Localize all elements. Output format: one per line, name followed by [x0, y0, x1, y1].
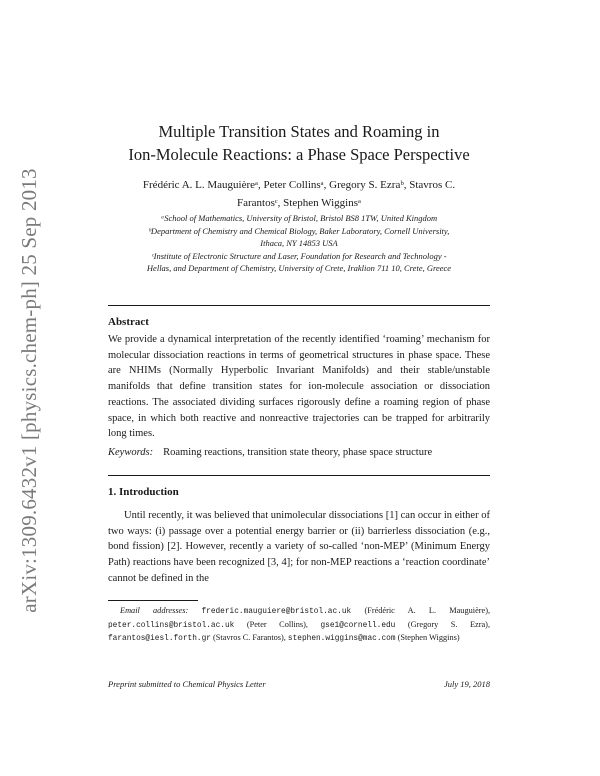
- email-link[interactable]: farantos@iesl.forth.gr: [108, 635, 211, 643]
- footnote-rule: [108, 600, 198, 601]
- footnote-label: Email addresses:: [120, 606, 189, 615]
- abstract-text: We provide a dynamical interpretation of the recently identified ‘roaming’ mechanism for molecular dissociation reactions in terms of geometrical structures in phase space. These are NHIMs (Normally Hyperbolic Invariant Manifolds) and their stable/unstable manifolds that define transition states for ion-molecule association or dissociation reactions. The associated dividing surfaces rigorously define a roaming region of phase space, in which both reactive and nonreactive trajectories can be trapped for arbitrarily long times.: [108, 334, 490, 440]
- authors-line-2: Farantosᶜ, Stephen Wigginsᵃ: [236, 197, 362, 209]
- title-line-2: Ion-Molecule Reactions: a Phase Space Perspective: [128, 145, 470, 164]
- paper-title: [108, 120, 490, 166]
- authors-line-1: Frédéric A. L. Mauguièreᵃ, Peter Collinsᵃ, Gregory S. Ezraᵇ, Stavros C.: [142, 179, 456, 191]
- email-owner: (Gregory S. Ezra),: [407, 619, 491, 629]
- email-owner: (Stephen Wiggins): [397, 633, 460, 642]
- arxiv-sidebar-stamp: [8, 167, 50, 613]
- arxiv-identifier: arXiv:1309.6432v1 [physics.chem-ph] 25 Sep 2013: [16, 167, 41, 613]
- email-link[interactable]: gse1@cornell.edu: [320, 621, 396, 630]
- abstract-bottom-rule: [108, 475, 490, 476]
- affiliation-line: ᵃSchool of Mathematics, University of Bristol, Bristol BS8 1TW, United Kingdom: [160, 213, 438, 223]
- abstract-heading: Abstract: [108, 316, 149, 328]
- affiliation-line: ᶜInstitute of Electronic Structure and Laser, Foundation for Research and Technology -: [151, 250, 447, 261]
- email-owner: (Frédéric A. L. Mauguière),: [364, 606, 491, 615]
- keywords-text: Roaming reactions, transition state theory, phase space structure: [163, 446, 433, 458]
- introduction-text: Until recently, it was believed that unimolecular dissociations [1] can occur in either of two ways: (i) passage over a potential energy barrier or (ii) barrierless dissociation (e.g., bond fission) [2]. However, recently a variety of so-called ‘non-MEP’ (Minimum Energy Path) reactions have been recognized [3, 4]; for non-MEP reactions a ‘reaction coordinate’ cannot be defined in the: [108, 510, 490, 584]
- email-owner: (Stavros C. Farantos),: [213, 633, 286, 642]
- email-footnote: [108, 605, 490, 646]
- affiliation-line: Hellas, and Department of Chemistry, University of Crete, Iraklion 711 10, Crete, Greece: [146, 263, 452, 273]
- keywords: [108, 445, 490, 461]
- introduction-section: [108, 486, 490, 587]
- keywords-label: Keywords:: [108, 446, 154, 458]
- affiliations: [108, 212, 490, 275]
- author-list: [108, 176, 490, 212]
- abstract-top-rule: [108, 305, 490, 306]
- affiliation-line: ᵇDepartment of Chemistry and Chemical Biology, Baker Laboratory, Cornell University,: [148, 225, 450, 236]
- page-footer: [108, 679, 490, 689]
- footer-preprint-note: Preprint submitted to Chemical Physics Letter: [108, 679, 266, 689]
- footer-date: July 19, 2018: [443, 679, 490, 689]
- email-owner: (Peter Collins),: [246, 619, 308, 629]
- title-line-1: Multiple Transition States and Roaming in: [158, 122, 440, 141]
- introduction-heading: 1. Introduction: [108, 486, 179, 498]
- abstract-section: [108, 316, 490, 461]
- affiliation-line: Ithaca, NY 14853 USA: [260, 238, 338, 248]
- email-link[interactable]: stephen.wiggins@mac.com: [287, 635, 396, 643]
- email-link[interactable]: peter.collins@bristol.ac.uk: [108, 621, 235, 630]
- email-link[interactable]: frederic.mauguiere@bristol.ac.uk: [201, 608, 352, 616]
